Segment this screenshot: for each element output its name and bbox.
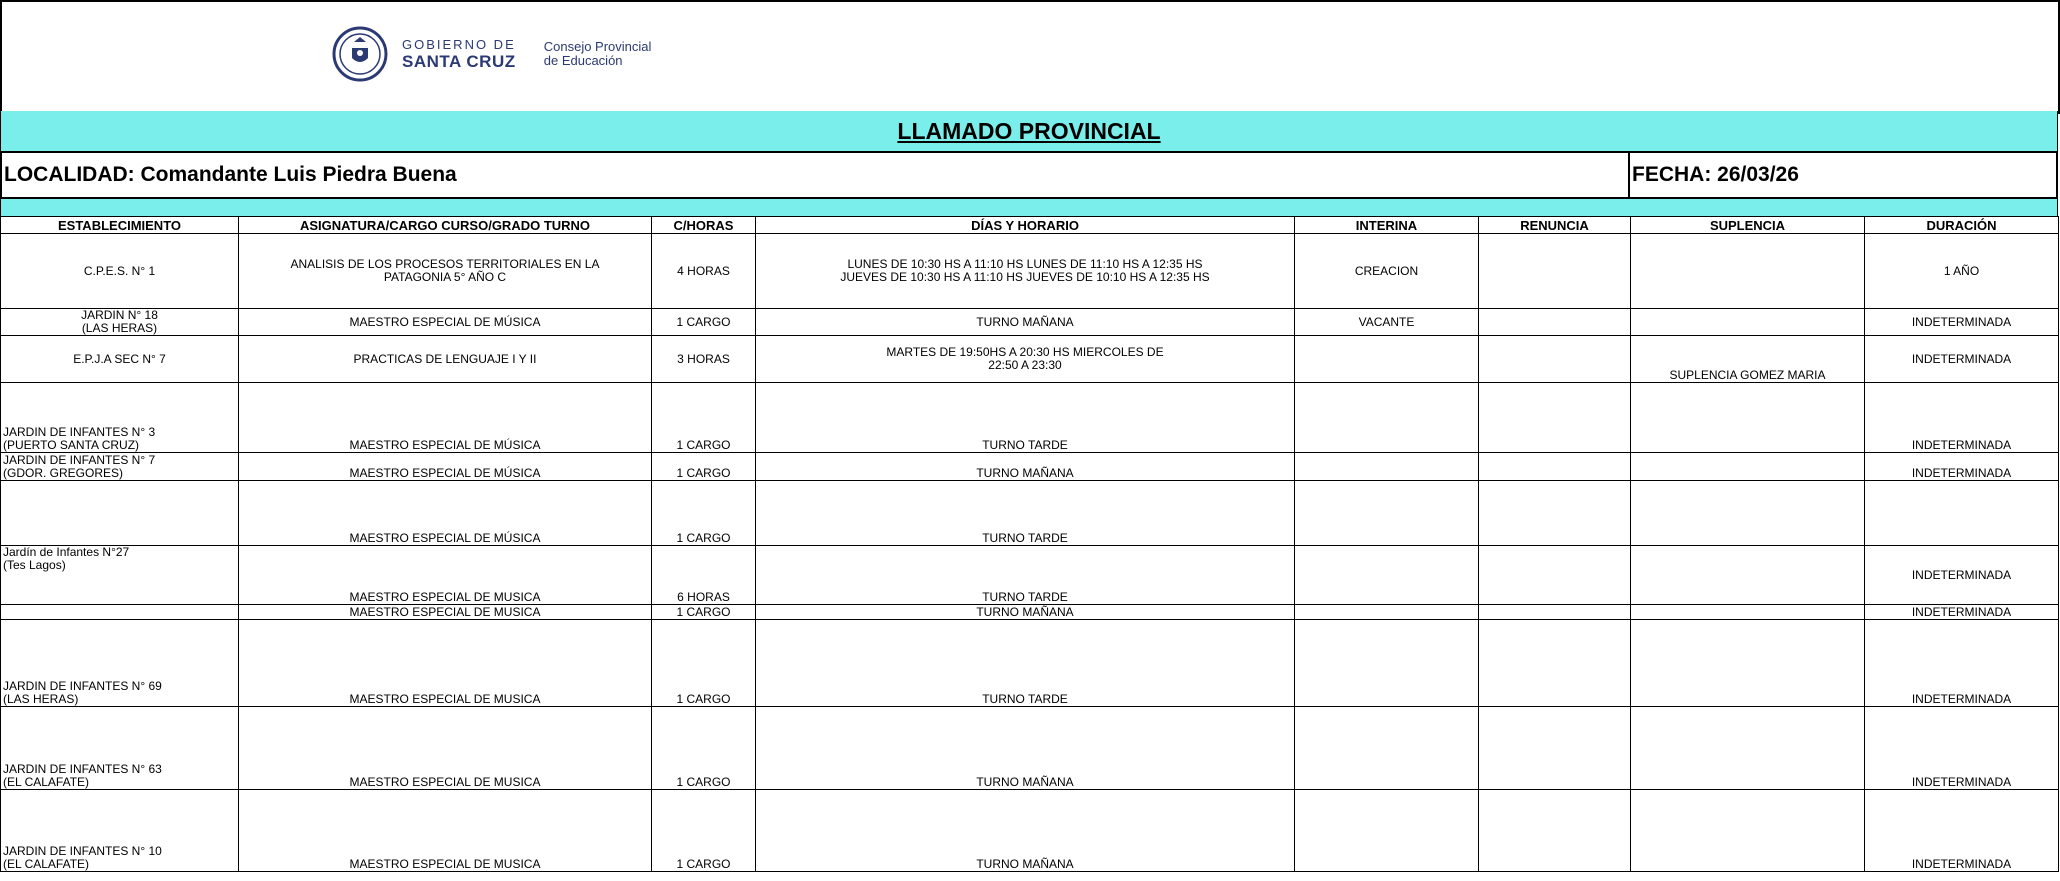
horas-cell: 1 CARGO bbox=[652, 790, 756, 872]
duracion-cell: INDETERMINADA bbox=[1865, 453, 2059, 481]
column-header: DÍAS Y HORARIO bbox=[756, 217, 1295, 234]
interina-cell bbox=[1295, 546, 1479, 605]
table-row bbox=[1, 336, 2059, 383]
horas-cell: 1 CARGO bbox=[652, 383, 756, 453]
establecimiento-cell: Jardín de Infantes N°27 (Tes Lagos) bbox=[1, 546, 239, 605]
table-row bbox=[1, 605, 2059, 620]
interina-cell bbox=[1295, 620, 1479, 707]
asignatura-cell: ANALISIS DE LOS PROCESOS TERRITORIALES EN LA PATAGONIA 5° AÑO C bbox=[239, 234, 652, 309]
renuncia-cell bbox=[1479, 383, 1631, 453]
horario-cell: TURNO TARDE bbox=[756, 546, 1295, 605]
renuncia-cell bbox=[1479, 790, 1631, 872]
establecimiento-cell: JARDIN DE INFANTES N° 10 (EL CALAFATE) bbox=[1, 790, 239, 872]
table-row bbox=[1, 481, 2059, 546]
establecimiento-cell: JARDIN DE INFANTES N° 7 (GDOR. GREGORES) bbox=[1, 453, 239, 481]
renuncia-cell bbox=[1479, 453, 1631, 481]
renuncia-cell bbox=[1479, 309, 1631, 336]
horario-cell: TURNO TARDE bbox=[756, 383, 1295, 453]
suplencia-cell bbox=[1631, 453, 1865, 481]
horas-cell: 1 CARGO bbox=[652, 481, 756, 546]
page-title: LLAMADO PROVINCIAL bbox=[897, 117, 1161, 144]
suplencia-cell bbox=[1631, 620, 1865, 707]
asignatura-cell: MAESTRO ESPECIAL DE MUSICA bbox=[239, 620, 652, 707]
duracion-cell: INDETERMINADA bbox=[1865, 336, 2059, 383]
localidad-label: LOCALIDAD: Comandante Luis Piedra Buena bbox=[4, 163, 457, 186]
suplencia-cell bbox=[1631, 707, 1865, 790]
interina-cell bbox=[1295, 481, 1479, 546]
fecha-label: FECHA: 26/03/26 bbox=[1632, 163, 1799, 186]
renuncia-cell bbox=[1479, 620, 1631, 707]
table-row bbox=[1, 620, 2059, 707]
gobierno-wordmark bbox=[402, 38, 516, 70]
suplencia-cell bbox=[1631, 605, 1865, 620]
asignatura-cell: MAESTRO ESPECIAL DE MUSICA bbox=[239, 707, 652, 790]
duracion-cell bbox=[1865, 481, 2059, 546]
asignatura-cell: MAESTRO ESPECIAL DE MÚSICA bbox=[239, 383, 652, 453]
duracion-cell: INDETERMINADA bbox=[1865, 790, 2059, 872]
asignatura-cell: MAESTRO ESPECIAL DE MUSICA bbox=[239, 546, 652, 605]
interina-cell bbox=[1295, 453, 1479, 481]
asignatura-cell: MAESTRO ESPECIAL DE MÚSICA bbox=[239, 453, 652, 481]
horas-cell: 1 CARGO bbox=[652, 453, 756, 481]
consejo-line1: Consejo Provincial bbox=[543, 39, 652, 55]
establecimiento-cell: E.P.J.A SEC N° 7 bbox=[1, 336, 239, 383]
column-header: C/HORAS bbox=[652, 217, 756, 234]
horario-cell: TURNO TARDE bbox=[756, 620, 1295, 707]
column-header: RENUNCIA bbox=[1479, 217, 1631, 234]
establecimiento-cell: JARDIN DE INFANTES N° 63 (EL CALAFATE) bbox=[1, 707, 239, 790]
suplencia-cell bbox=[1631, 546, 1865, 605]
renuncia-cell bbox=[1479, 481, 1631, 546]
establecimiento-cell: C.P.E.S. N° 1 bbox=[1, 234, 239, 309]
suplencia-cell bbox=[1631, 481, 1865, 546]
localidad-fecha-band bbox=[0, 151, 2058, 199]
table-row bbox=[1, 234, 2059, 309]
horas-cell: 3 HORAS bbox=[652, 336, 756, 383]
suplencia-cell: SUPLENCIA GOMEZ MARIA bbox=[1631, 336, 1865, 383]
duracion-cell: INDETERMINADA bbox=[1865, 546, 2059, 605]
column-header: DURACIÓN bbox=[1865, 217, 2059, 234]
horario-cell: TURNO MAÑANA bbox=[756, 453, 1295, 481]
asignatura-cell: PRACTICAS DE LENGUAJE I Y II bbox=[239, 336, 652, 383]
horas-cell: 1 CARGO bbox=[652, 707, 756, 790]
horas-cell: 1 CARGO bbox=[652, 309, 756, 336]
table-row bbox=[1, 546, 2059, 605]
duracion-cell: INDETERMINADA bbox=[1865, 309, 2059, 336]
duracion-cell: 1 AÑO bbox=[1865, 234, 2059, 309]
horas-cell: 6 HORAS bbox=[652, 546, 756, 605]
interina-cell: VACANTE bbox=[1295, 309, 1479, 336]
horario-cell: TURNO TARDE bbox=[756, 481, 1295, 546]
renuncia-cell bbox=[1479, 336, 1631, 383]
table-row bbox=[1, 309, 2059, 336]
horario-cell: TURNO MAÑANA bbox=[756, 605, 1295, 620]
asignatura-cell: MAESTRO ESPECIAL DE MUSICA bbox=[239, 790, 652, 872]
horario-cell: LUNES DE 10:30 HS A 11:10 HS LUNES DE 11:10 HS A 12:35 HS JUEVES DE 10:30 HS A 11:10 HS JUEVES DE 10:10 HS A 12:35 HS bbox=[756, 234, 1295, 309]
band-divider bbox=[1628, 153, 1630, 197]
interina-cell bbox=[1295, 383, 1479, 453]
horas-cell: 1 CARGO bbox=[652, 605, 756, 620]
column-header: SUPLENCIA bbox=[1631, 217, 1865, 234]
provincial-seal-icon bbox=[332, 26, 388, 82]
horas-cell: 4 HORAS bbox=[652, 234, 756, 309]
renuncia-cell bbox=[1479, 546, 1631, 605]
suplencia-cell bbox=[1631, 234, 1865, 309]
duracion-cell: INDETERMINADA bbox=[1865, 707, 2059, 790]
establecimiento-cell: JARDIN N° 18 (LAS HERAS) bbox=[1, 309, 239, 336]
table-header-row bbox=[1, 217, 2059, 234]
interina-cell bbox=[1295, 605, 1479, 620]
duracion-cell: INDETERMINADA bbox=[1865, 620, 2059, 707]
suplencia-cell bbox=[1631, 383, 1865, 453]
consejo-wordmark bbox=[544, 40, 652, 67]
asignatura-cell: MAESTRO ESPECIAL DE MUSICA bbox=[239, 605, 652, 620]
consejo-line2: de Educación bbox=[543, 53, 623, 68]
duracion-cell: INDETERMINADA bbox=[1865, 605, 2059, 620]
interina-cell bbox=[1295, 336, 1479, 383]
table-row bbox=[1, 707, 2059, 790]
horario-cell: TURNO MAÑANA bbox=[756, 790, 1295, 872]
table-row bbox=[1, 453, 2059, 481]
establecimiento-cell: JARDIN DE INFANTES N° 3 (PUERTO SANTA CRUZ) bbox=[1, 383, 239, 453]
duracion-cell: INDETERMINADA bbox=[1865, 383, 2059, 453]
column-header: ESTABLECIMIENTO bbox=[1, 217, 239, 234]
establecimiento-cell: JARDIN DE INFANTES N° 69 (LAS HERAS) bbox=[1, 620, 239, 707]
column-header: ASIGNATURA/CARGO CURSO/GRADO TURNO bbox=[239, 217, 652, 234]
separator-band bbox=[0, 199, 2058, 216]
column-header: INTERINA bbox=[1295, 217, 1479, 234]
asignatura-cell: MAESTRO ESPECIAL DE MÚSICA bbox=[239, 481, 652, 546]
title-band bbox=[0, 111, 2058, 151]
suplencia-cell bbox=[1631, 790, 1865, 872]
horario-cell: MARTES DE 19:50HS A 20:30 HS MIERCOLES DE 22:50 A 23:30 bbox=[756, 336, 1295, 383]
table-row bbox=[1, 383, 2059, 453]
renuncia-cell bbox=[1479, 707, 1631, 790]
establecimiento-cell bbox=[1, 605, 239, 620]
interina-cell: CREACION bbox=[1295, 234, 1479, 309]
horas-cell: 1 CARGO bbox=[652, 620, 756, 707]
horario-cell: TURNO MAÑANA bbox=[756, 707, 1295, 790]
asignatura-cell: MAESTRO ESPECIAL DE MÚSICA bbox=[239, 309, 652, 336]
gobierno-line2: SANTA CRUZ bbox=[402, 52, 516, 71]
establecimiento-cell bbox=[1, 481, 239, 546]
table-row bbox=[1, 790, 2059, 872]
interina-cell bbox=[1295, 790, 1479, 872]
renuncia-cell bbox=[1479, 234, 1631, 309]
gobierno-line1: GOBIERNO DE bbox=[402, 37, 516, 52]
suplencia-cell bbox=[1631, 309, 1865, 336]
vacancies-table bbox=[0, 216, 2059, 872]
government-logo bbox=[332, 24, 651, 84]
logo-header bbox=[0, 0, 2060, 114]
horario-cell: TURNO MAÑANA bbox=[756, 309, 1295, 336]
interina-cell bbox=[1295, 707, 1479, 790]
renuncia-cell bbox=[1479, 605, 1631, 620]
